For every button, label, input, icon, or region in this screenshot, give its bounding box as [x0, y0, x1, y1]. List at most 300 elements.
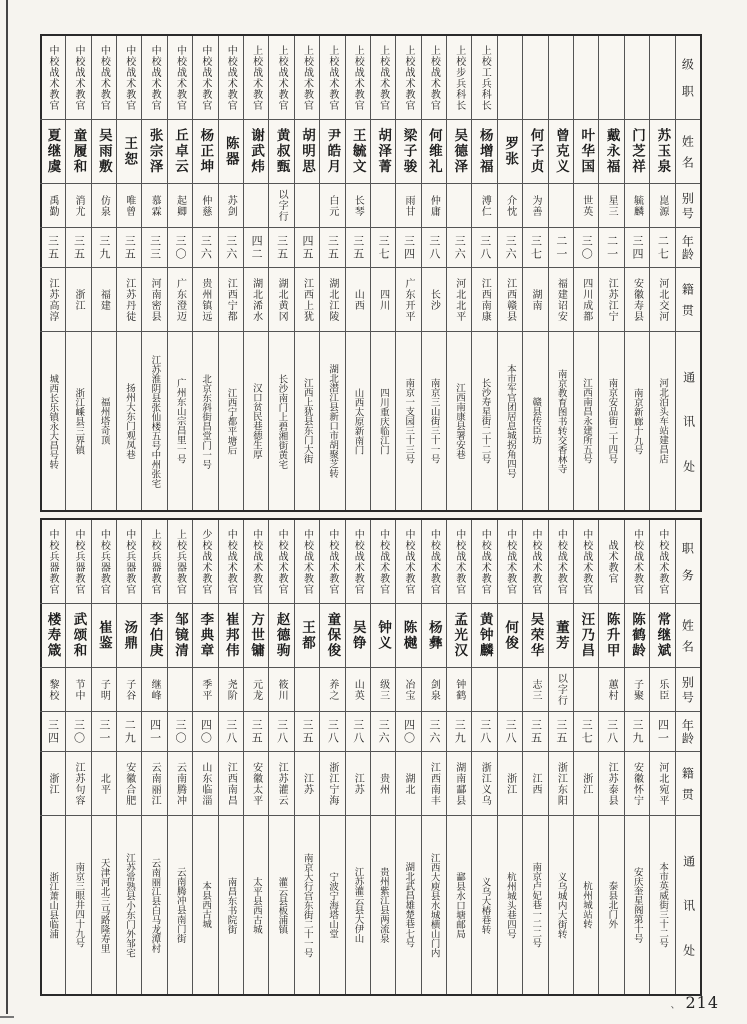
rank-cell: 中校战术教官	[625, 520, 649, 604]
age-cell: 三五	[523, 712, 547, 752]
native-cell: 河北宛平	[650, 752, 674, 816]
person-column	[218, 36, 243, 510]
rank-cell	[625, 36, 649, 120]
alias-cell: 介忱	[498, 184, 522, 228]
person-column	[218, 520, 243, 994]
alias-cell: 苏剑	[219, 184, 243, 228]
name-cell: 陈樾	[396, 604, 420, 668]
person-column	[243, 520, 268, 994]
name-cell: 丘卓云	[168, 120, 192, 184]
alias-cell	[244, 184, 268, 228]
alias-cell: 元龙	[244, 668, 268, 712]
person-column	[446, 36, 471, 510]
alias-cell: 世英	[574, 184, 598, 228]
person-column	[294, 520, 319, 994]
name-cell: 罗张	[498, 120, 522, 184]
person-column	[649, 520, 674, 994]
address-cell: 广州东山宗昌里一号	[174, 378, 186, 464]
age-cell: 三九	[447, 712, 471, 752]
age-cell: 三五	[269, 228, 293, 268]
alias-cell: 季平	[193, 668, 217, 712]
native-cell: 江西南康	[472, 268, 496, 332]
rank-cell: 中校战术教官	[523, 520, 547, 604]
rank-cell: 中校战术教官	[396, 520, 420, 604]
roster-table-bottom	[40, 518, 702, 996]
address-cell: 江西宁都平塘后	[225, 387, 237, 455]
rank-cell	[498, 36, 522, 120]
alias-cell: 蕙村	[599, 668, 623, 712]
address-cell: 安庆奎星阁第十号	[631, 867, 643, 943]
native-cell: 安徽寿县	[625, 268, 649, 332]
age-cell: 三五	[346, 228, 370, 268]
rank-cell: 中校战术教官	[549, 520, 573, 604]
native-cell: 广东澄迈	[168, 268, 192, 332]
page-number: 214	[685, 993, 719, 1012]
native-cell: 四川	[371, 268, 395, 332]
native-cell: 北平	[92, 752, 116, 816]
alias-cell: 乐臣	[650, 668, 674, 712]
native-cell: 湖北黄冈	[269, 268, 293, 332]
header-column	[675, 520, 700, 994]
name-cell: 杨增福	[472, 120, 496, 184]
age-cell: 三四	[625, 228, 649, 268]
name-cell: 武颂和	[66, 604, 90, 668]
alias-cell	[295, 668, 319, 712]
alias-cell: 星三	[599, 184, 623, 228]
person-column	[116, 520, 141, 994]
rank-cell: 中校战术教官	[498, 520, 522, 604]
alias-cell	[295, 184, 319, 228]
name-cell: 夏继虞	[40, 120, 65, 184]
age-cell: 三八	[219, 712, 243, 752]
rank-cell: 上校战术教官	[320, 36, 344, 120]
name-cell: 叶华国	[574, 120, 598, 184]
age-cell: 三一	[92, 712, 116, 752]
native-cell: 浙江	[66, 268, 90, 332]
native-cell: 云南腾冲	[168, 752, 192, 816]
native-cell: 山西	[346, 268, 370, 332]
person-column	[65, 36, 90, 510]
address-cell: 湖北武昌雄楚巷七号	[403, 862, 415, 948]
native-cell: 江西	[523, 752, 547, 816]
address-cell: 南京安品街二十四号	[606, 378, 618, 464]
address-cell: 南京教育图书转交香林寺	[555, 368, 567, 474]
address-cell: 泰县北门外	[606, 881, 618, 929]
name-cell: 汤鼎	[117, 604, 141, 668]
native-cell: 江西上犹	[295, 268, 319, 332]
rank-cell: 中校战术教官	[574, 520, 598, 604]
header-name: 姓 名	[676, 120, 700, 184]
alias-cell: 钟鹤	[447, 668, 471, 712]
rank-cell: 上校战术教官	[422, 36, 446, 120]
rank-cell: 中校战术教官	[447, 520, 471, 604]
header-native: 籍 贯	[676, 268, 700, 332]
alias-cell: 消尤	[66, 184, 90, 228]
person-column	[345, 520, 370, 994]
rank-cell: 中校兵器教官	[92, 520, 116, 604]
alias-cell: 子明	[92, 668, 116, 712]
native-cell: 安徽怀宁	[625, 752, 649, 816]
rank-cell: 战术教官	[599, 520, 623, 604]
age-cell: 三六	[447, 228, 471, 268]
rank-cell: 上校兵器教官	[168, 520, 192, 604]
person-column	[421, 520, 446, 994]
native-cell: 安徽合肥	[117, 752, 141, 816]
native-cell: 福建诏安	[549, 268, 573, 332]
rank-cell: 中校战术教官	[472, 520, 496, 604]
header-column	[675, 36, 700, 510]
address-cell: 福州塔奇顶	[98, 397, 110, 445]
native-cell: 河北北平	[447, 268, 471, 332]
name-cell: 苏玉泉	[650, 120, 674, 184]
address-cell: 北京东斜街昌堂门一号	[200, 373, 212, 469]
native-cell: 湖北	[396, 752, 420, 816]
person-column	[522, 520, 547, 994]
age-cell: 三八	[472, 228, 496, 268]
person-column	[598, 36, 623, 510]
address-cell: 本县西古城	[200, 881, 212, 929]
address-cell: 贵州紫江县两流泉	[377, 867, 389, 943]
alias-cell: 唯曾	[117, 184, 141, 228]
address-cell: 江西大庾县水城横山门内	[428, 852, 440, 958]
rank-cell: 中校兵器教官	[117, 520, 141, 604]
address-cell: 河北泊头车站建昌店	[657, 378, 669, 464]
rank-cell: 中校战术教官	[168, 36, 192, 120]
name-cell: 李典章	[193, 604, 217, 668]
native-cell: 浙江宁海	[320, 752, 344, 816]
name-cell: 王恕	[117, 120, 141, 184]
alias-cell: 志三	[523, 668, 547, 712]
alias-cell: 仲慈	[193, 184, 217, 228]
native-cell: 湖北江陵	[320, 268, 344, 332]
age-cell: 三六	[219, 228, 243, 268]
person-column	[548, 520, 573, 994]
person-column	[167, 36, 192, 510]
name-cell: 常继斌	[650, 604, 674, 668]
address-cell: 赣县传臣坊	[530, 397, 542, 445]
rank-cell: 上校工兵科长	[472, 36, 496, 120]
alias-cell	[498, 668, 522, 712]
rank-cell: 中校兵器教官	[66, 520, 90, 604]
address-cell: 南京新廊十九号	[631, 387, 643, 455]
rank-cell	[599, 36, 623, 120]
name-cell: 吴雨敷	[92, 120, 116, 184]
native-cell: 湖南	[523, 268, 547, 332]
name-cell: 李伯庚	[142, 604, 166, 668]
native-cell: 长沙	[422, 268, 446, 332]
person-column	[141, 520, 166, 994]
person-column	[497, 36, 522, 510]
alias-cell: 山英	[346, 668, 370, 712]
age-cell: 三五	[244, 712, 268, 752]
name-cell: 王毓文	[346, 120, 370, 184]
person-column	[167, 520, 192, 994]
person-column	[192, 520, 217, 994]
native-cell: 江西赣县	[498, 268, 522, 332]
native-cell: 江苏灌云	[269, 752, 293, 816]
name-cell: 方世镛	[244, 604, 268, 668]
address-cell: 本市军官团居息城拐角四号	[504, 364, 516, 478]
address-cell: 湖北潜江县新口市胡聚芝转	[327, 364, 339, 478]
rank-cell: 中校战术教官	[371, 520, 395, 604]
age-cell: 三五	[320, 228, 344, 268]
alias-cell: 级三	[371, 668, 395, 712]
alias-cell: 节中	[66, 668, 90, 712]
alias-cell: 冶宝	[396, 668, 420, 712]
native-cell: 安徽太平	[244, 752, 268, 816]
address-cell: 宁波宁海塔山堂	[327, 871, 339, 939]
native-cell: 贵州	[371, 752, 395, 816]
address-cell: 长沙寿星街二十二号	[479, 378, 491, 464]
scan-artifact-bottom-mark	[0, 1016, 14, 1018]
alias-cell: 禹勤	[40, 184, 65, 228]
age-cell: 三七	[371, 228, 395, 268]
rank-cell: 中校战术教官	[320, 520, 344, 604]
age-cell: 二一	[599, 228, 623, 268]
person-column	[141, 36, 166, 510]
address-cell: 江西南昌永建所五号	[581, 378, 592, 464]
native-cell: 江西南昌	[219, 752, 243, 816]
name-cell: 胡泽菁	[371, 120, 395, 184]
name-cell: 孟光汉	[447, 604, 471, 668]
rank-cell: 中校战术教官	[346, 520, 370, 604]
name-cell: 何俊	[498, 604, 522, 668]
address-cell: 汉口贫民巷德生厚	[250, 383, 262, 459]
roster-table-top	[40, 34, 702, 512]
native-cell: 江苏句容	[66, 752, 90, 816]
name-cell: 曾克义	[549, 120, 573, 184]
rank-cell: 中校战术教官	[219, 520, 243, 604]
name-cell: 何子贞	[523, 120, 547, 184]
address-cell: 天津河北三马路隆寿里	[98, 857, 110, 953]
alias-cell: 黎校	[40, 668, 65, 712]
name-cell: 何维礼	[422, 120, 446, 184]
alias-cell: 剑泉	[422, 668, 446, 712]
person-column	[446, 520, 471, 994]
scan-artifact-left-line	[6, 0, 8, 1014]
native-cell: 湖南酃县	[447, 752, 471, 816]
address-cell: 浙江萧山县临浦	[47, 871, 59, 939]
age-cell: 三五	[40, 228, 65, 268]
rank-cell: 中校战术教官	[142, 36, 166, 120]
alias-cell: 毓麟	[625, 184, 649, 228]
native-cell: 贵州镇远	[193, 268, 217, 332]
age-cell: 三八	[498, 712, 522, 752]
native-cell: 浙江	[574, 752, 598, 816]
person-column	[522, 36, 547, 510]
rank-cell	[650, 36, 674, 120]
age-cell: 三八	[599, 712, 623, 752]
rank-cell: 少校战术教官	[193, 520, 217, 604]
age-cell: 三九	[92, 228, 116, 268]
native-cell: 浙江	[498, 752, 522, 816]
person-column	[319, 520, 344, 994]
person-column	[370, 520, 395, 994]
rank-cell: 上校战术教官	[269, 36, 293, 120]
alias-cell: 筱川	[269, 668, 293, 712]
name-cell: 张宗泽	[142, 120, 166, 184]
person-column	[91, 520, 116, 994]
header-rank: 职 务	[676, 520, 700, 604]
address-cell: 杭州城站转	[581, 881, 592, 929]
person-column	[548, 36, 573, 510]
age-cell: 三六	[422, 712, 446, 752]
header-rank: 级 职	[676, 36, 700, 120]
alias-cell	[168, 668, 192, 712]
header-address: 通 讯 处	[681, 854, 696, 956]
header-age: 年 龄	[676, 712, 700, 752]
name-cell: 杨正坤	[193, 120, 217, 184]
person-column	[345, 36, 370, 510]
age-cell: 二七	[650, 228, 674, 268]
rank-cell: 中校战术教官	[117, 36, 141, 120]
native-cell: 江苏泰县	[599, 752, 623, 816]
native-cell: 福建	[92, 268, 116, 332]
native-cell: 山东临淄	[193, 752, 217, 816]
alias-cell: 子谷	[117, 668, 141, 712]
native-cell: 江苏	[346, 752, 370, 816]
rank-cell: 上校战术教官	[244, 36, 268, 120]
rank-cell: 中校兵器教官	[40, 520, 65, 604]
person-column	[65, 520, 90, 994]
person-column	[243, 36, 268, 510]
header-alias: 别 号	[676, 668, 700, 712]
person-column	[624, 520, 649, 994]
person-column	[421, 36, 446, 510]
alias-cell	[472, 668, 496, 712]
person-column	[192, 36, 217, 510]
person-column	[40, 36, 65, 510]
address-cell: 浙江嵊县三界镇	[73, 387, 85, 455]
native-cell: 江西南丰	[422, 752, 446, 816]
address-cell: 江西上犹县东门大街	[301, 378, 313, 464]
address-cell: 城西长乐镇永大昌号转	[47, 373, 59, 469]
name-cell: 梁子骏	[396, 120, 420, 184]
age-cell: 四一	[650, 712, 674, 752]
age-cell: 四〇	[396, 712, 420, 752]
name-cell: 戴永福	[599, 120, 623, 184]
rank-cell: 上校步兵科长	[447, 36, 471, 120]
age-cell: 三八	[472, 712, 496, 752]
name-cell: 门芝祥	[625, 120, 649, 184]
rank-cell: 中校战术教官	[650, 520, 674, 604]
alias-cell: 尧阶	[219, 668, 243, 712]
person-column	[573, 36, 598, 510]
address-cell: 义乌大椿巷转	[479, 876, 491, 934]
address-cell: 山西太原新南门	[352, 387, 364, 455]
rank-cell: 中校战术教官	[269, 520, 293, 604]
age-cell: 三五	[117, 228, 141, 268]
person-column	[649, 36, 674, 510]
alias-cell: 雨甘	[396, 184, 420, 228]
rank-cell: 中校战术教官	[66, 36, 90, 120]
age-cell: 四五	[295, 228, 319, 268]
age-cell: 三〇	[66, 712, 90, 752]
person-column	[573, 520, 598, 994]
person-column	[395, 36, 420, 510]
person-column	[319, 36, 344, 510]
address-cell: 南京大行宫东街二十一号	[301, 852, 313, 958]
person-column	[91, 36, 116, 510]
person-column	[294, 36, 319, 510]
native-cell: 浙江	[40, 752, 65, 816]
rank-cell: 中校战术教官	[219, 36, 243, 120]
address-cell: 义乌城内大街转	[555, 871, 567, 939]
rank-cell: 上校战术教官	[396, 36, 420, 120]
person-column	[268, 36, 293, 510]
person-column	[40, 520, 65, 994]
address-cell: 江苏灌云县大伊山	[352, 867, 364, 943]
age-cell: 三四	[40, 712, 65, 752]
native-cell: 广东开平	[396, 268, 420, 332]
alias-cell: 慕霖	[142, 184, 166, 228]
name-cell: 吴德泽	[447, 120, 471, 184]
native-cell: 湖北浠水	[244, 268, 268, 332]
name-cell: 崔邦伟	[219, 604, 243, 668]
header-alias: 别 号	[676, 184, 700, 228]
alias-cell	[371, 184, 395, 228]
rank-cell	[523, 36, 547, 120]
name-cell: 陈器	[219, 120, 243, 184]
name-cell: 崔鉴	[92, 604, 116, 668]
person-column	[116, 36, 141, 510]
address-cell: 南京卢妃巷一二二号	[530, 862, 542, 948]
age-cell: 三七	[523, 228, 547, 268]
rank-cell: 中校战术教官	[193, 36, 217, 120]
native-cell: 江苏	[295, 752, 319, 816]
address-cell: 灌云县板浦镇	[276, 876, 288, 934]
name-cell: 尹皓月	[320, 120, 344, 184]
age-cell: 三六	[498, 228, 522, 268]
alias-cell: 白元	[320, 184, 344, 228]
rank-cell: 中校战术教官	[92, 36, 116, 120]
rank-cell: 中校战术教官	[244, 520, 268, 604]
rank-cell	[574, 36, 598, 120]
address-cell: 长沙南门上碧湘街黄宅	[276, 373, 288, 469]
age-cell: 三八	[346, 712, 370, 752]
alias-cell: 仲庸	[422, 184, 446, 228]
address-cell: 南京三眼井四十九号	[73, 862, 85, 948]
rank-cell: 上校战术教官	[346, 36, 370, 120]
age-cell: 二一	[549, 228, 573, 268]
name-cell: 黄叔甄	[269, 120, 293, 184]
native-cell: 浙江义乌	[472, 752, 496, 816]
address-cell: 江苏常熟县小东门外邹宅	[123, 852, 135, 958]
name-cell: 钟义	[371, 604, 395, 668]
rank-cell: 中校战术教官	[422, 520, 446, 604]
name-cell: 童履和	[66, 120, 90, 184]
person-column	[370, 36, 395, 510]
age-cell: 三五	[549, 712, 573, 752]
address-cell: 江西南康县署安巷	[454, 383, 466, 459]
age-cell: 四二	[244, 228, 268, 268]
native-cell: 江西宁都	[219, 268, 243, 332]
person-column	[624, 36, 649, 510]
address-cell: 杭州城头巷四号	[504, 871, 516, 939]
age-cell: 三〇	[574, 228, 598, 268]
age-cell: 三五	[66, 228, 90, 268]
alias-cell: 以字行	[269, 184, 293, 228]
address-cell: 本市英威街三十二号	[657, 862, 669, 948]
name-cell: 童保俊	[320, 604, 344, 668]
rank-cell: 中校战术教官	[295, 520, 319, 604]
header-age: 年 龄	[676, 228, 700, 268]
page-tick-mark: 、	[670, 1000, 682, 1011]
age-cell: 三八	[320, 712, 344, 752]
age-cell: 三四	[396, 228, 420, 268]
name-cell: 董芳	[549, 604, 573, 668]
native-cell: 江苏丹徒	[117, 268, 141, 332]
